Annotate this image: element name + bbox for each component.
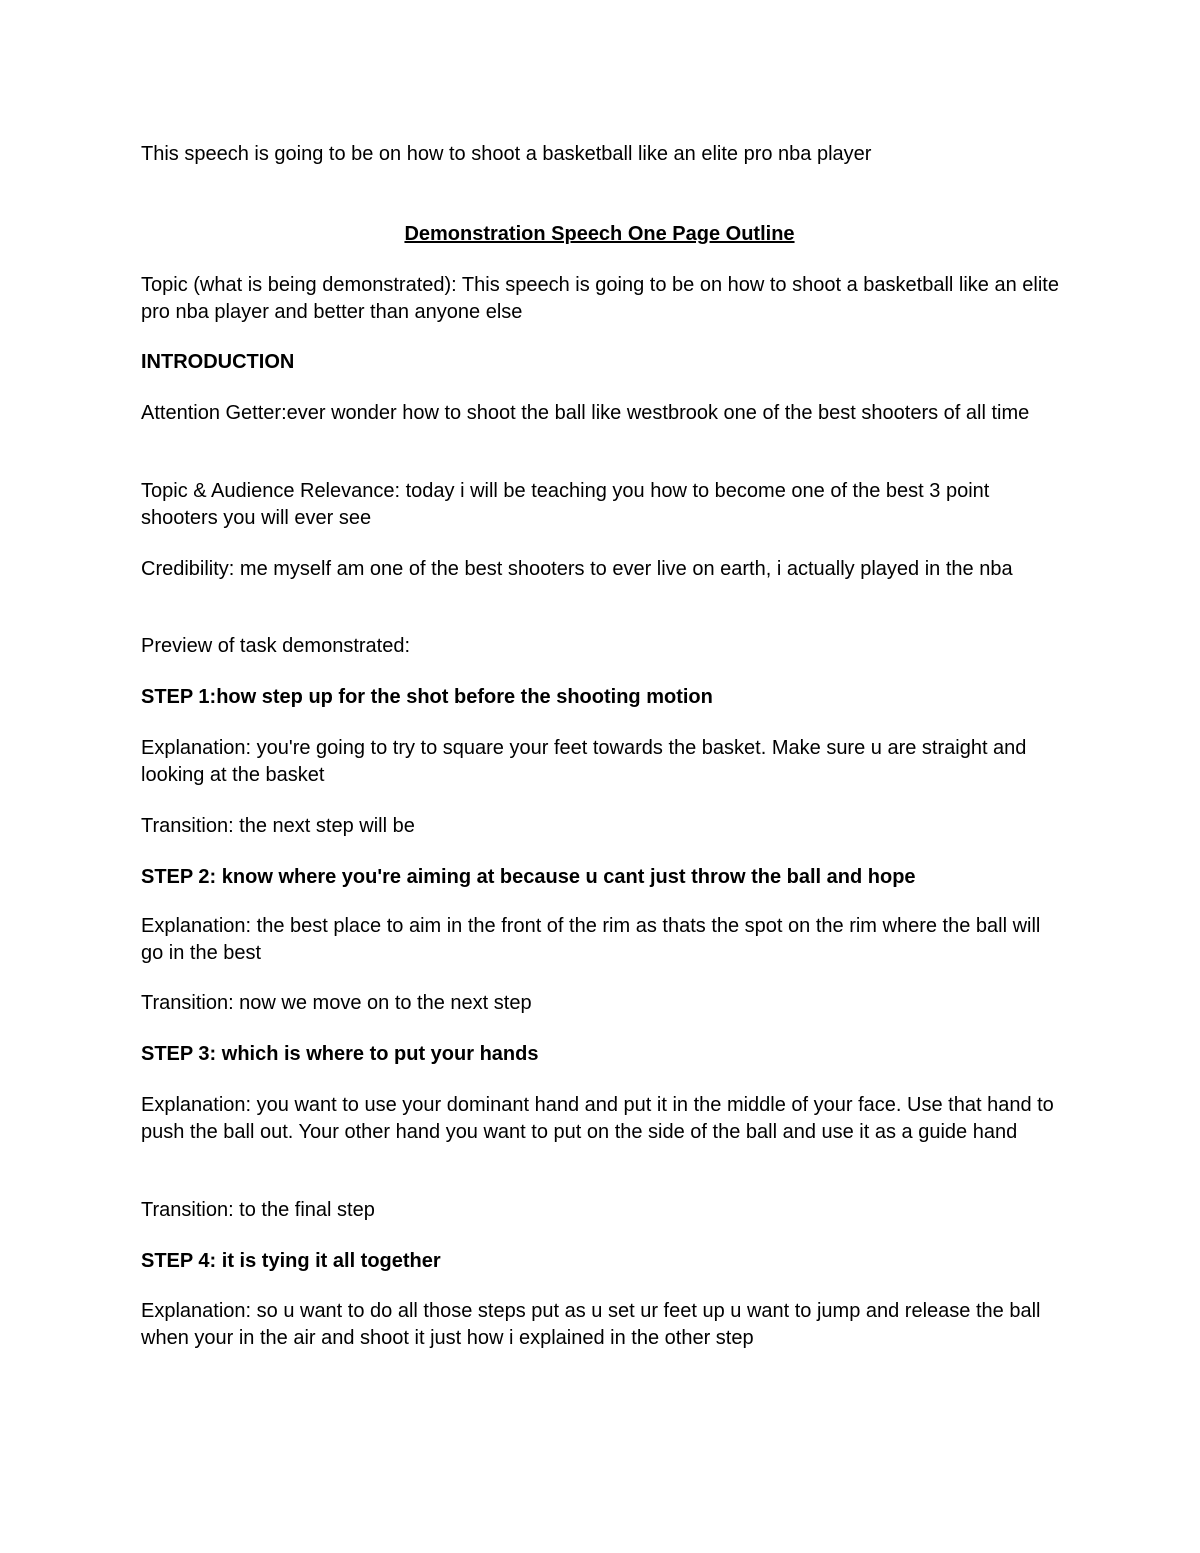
attention-getter: Attention Getter:ever wonder how to shoot the ball like westbrook one of the best shooters of all time	[141, 402, 1030, 424]
step-heading: STEP 1:how step up for the shot before the shooting motion	[141, 686, 713, 708]
credibility-paragraph: Credibility: me myself am one of the best shooters to ever live on earth, i actually played in the nba	[141, 558, 1013, 580]
step-explanation: Explanation: you want to use your dominant hand and put it in the middle of your face. Use that hand to push the ball out. Your other hand you want to put on the side of the ball and use it as a guide hand	[141, 1094, 1054, 1143]
introduction-heading: INTRODUCTION	[141, 351, 295, 373]
relevance-paragraph: Topic & Audience Relevance: today i will be teaching you how to become one of the best 3 point shooters you will ever see	[141, 480, 990, 529]
step-heading: STEP 4: it is tying it all together	[141, 1250, 441, 1272]
step-transition: Transition: now we move on to the next step	[141, 992, 532, 1014]
step-explanation: Explanation: the best place to aim in the front of the rim as thats the spot on the rim where the ball will go in the best	[141, 915, 1041, 964]
document-title: Demonstration Speech One Page Outline	[404, 223, 795, 245]
preview-line: Preview of task demonstrated:	[141, 635, 411, 657]
step-explanation: Explanation: so u want to do all those steps put as u set ur feet up u want to jump and release the ball when your in the air and shoot it just how i explained in the other step	[141, 1300, 1041, 1349]
step-heading: STEP 2: know where you're aiming at because u cant just throw the ball and hope	[141, 866, 916, 888]
step-explanation: Explanation: you're going to try to square your feet towards the basket. Make sure u are straight and looking at the basket	[141, 737, 1027, 786]
step-heading: STEP 3: which is where to put your hands	[141, 1043, 539, 1065]
intro-line: This speech is going to be on how to shoot a basketball like an elite pro nba player	[141, 143, 872, 165]
step-transition: Transition: the next step will be	[141, 815, 415, 837]
step-transition: Transition: to the final step	[141, 1199, 375, 1221]
topic-paragraph: Topic (what is being demonstrated): This speech is going to be on how to shoot a basketball like an elite pro nba player and better than anyone else	[141, 274, 1059, 323]
document-page	[141, 0, 1071, 1553]
